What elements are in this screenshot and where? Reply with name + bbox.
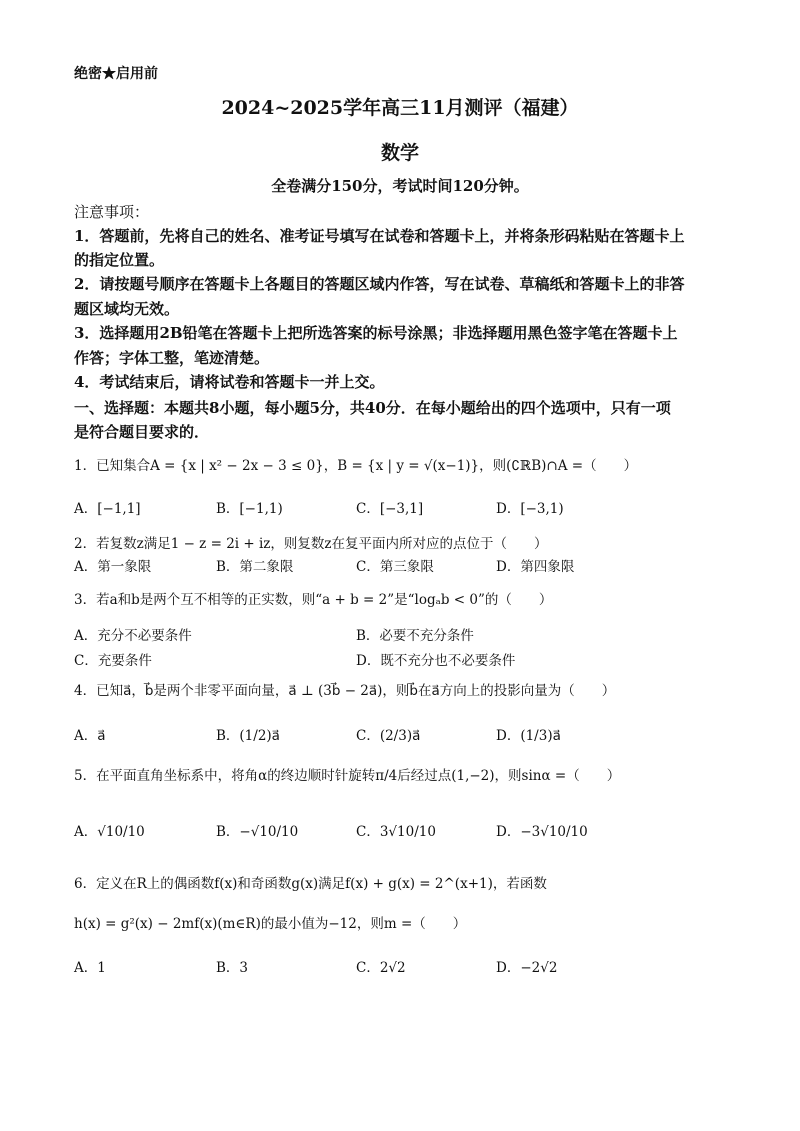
- question-1-stem: 1．已知集合A = {x | x² − 2x − 3 ≤ 0}，B = {x | y = √(x−1)}，则(∁ℝB)∩A =（ ）: [74, 458, 638, 474]
- question-4-option-b: B．(1/2)a⃗: [216, 728, 280, 744]
- note-3-line-1: 3．选择题用2B铅笔在答题卡上把所选答案的标号涂黑；非选择题用黑色签字笔在答题卡上: [74, 324, 678, 342]
- question-2-option-d: D．第四象限: [496, 559, 575, 575]
- question-1-option-a: A．[−1,1]: [74, 501, 141, 517]
- note-4: 4．考试结束后，请将试卷和答题卡一并上交。: [74, 373, 385, 391]
- question-3-option-a: A．充分不必要条件: [74, 628, 192, 644]
- question-6-stem-line-2: h(x) = g²(x) − 2mf(x)(m∈R)的最小值为−12，则m =（ ）: [74, 916, 467, 932]
- question-2-stem: 2．若复数z满足1 − z = 2i + iz，则复数z在复平面内所对应的点位于（ ）: [74, 536, 548, 552]
- question-2-option-c: C．第三象限: [356, 559, 434, 575]
- question-5-option-c: C．3√10/10: [356, 824, 436, 840]
- question-6-stem-line-1: 6．定义在R上的偶函数f(x)和奇函数g(x)满足f(x) + g(x) = 2^(x+1)，若函数: [74, 876, 547, 892]
- question-5-option-b: B．−√10/10: [216, 824, 299, 840]
- question-5-stem: 5．在平面直角坐标系中，将角α的终边顺时针旋转π/4后经过点(1,−2)，则sinα =（ ）: [74, 768, 621, 784]
- question-4-option-d: D．(1/3)a⃗: [496, 728, 561, 744]
- subject-title: 数学: [380, 142, 419, 164]
- question-4-option-c: C．(2/3)a⃗: [356, 728, 421, 744]
- question-5-option-d: D．−3√10/10: [496, 824, 588, 840]
- question-2-option-b: B．第二象限: [216, 559, 294, 575]
- question-6-option-b: B．3: [216, 960, 249, 976]
- note-1-line-1: 1．答题前，先将自己的姓名、准考证号填写在试卷和答题卡上，并将条形码粘贴在答题卡上: [74, 227, 685, 245]
- question-4-option-a: A．a⃗: [74, 728, 106, 744]
- notes-heading: 注意事项：: [74, 203, 150, 221]
- question-2-option-a: A．第一象限: [74, 559, 152, 575]
- question-6-option-c: C．2√2: [356, 960, 406, 976]
- note-2-line-1: 2．请按题号顺序在答题卡上各题目的答题区域内作答，写在试卷、草稿纸和答题卡上的非答: [74, 275, 685, 293]
- question-3-stem: 3．若a和b是两个互不相等的正实数，则“a + b = 2”是“logₐb < 0”的（ ）: [74, 592, 553, 608]
- question-1-option-c: C．[−3,1]: [356, 501, 424, 517]
- question-3-option-c: C．充要条件: [74, 653, 152, 669]
- question-3-option-b: B．必要不充分条件: [356, 628, 474, 644]
- question-1-option-b: B．[−1,1): [216, 501, 283, 517]
- question-6-option-d: D．−2√2: [496, 960, 558, 976]
- section-heading-line-1: 一、选择题：本题共8小题，每小题5分，共40分．在每小题给出的四个选项中，只有一项: [74, 399, 671, 417]
- exam-meta: 全卷满分150分，考试时间120分钟。: [271, 177, 529, 195]
- question-4-stem: 4．已知a⃗，b⃗是两个非零平面向量，a⃗ ⊥ (3b⃗ − 2a⃗)，则b⃗在a⃗方向上的投影向量为（ ）: [74, 683, 616, 699]
- note-2-line-2: 题区域均无效。: [74, 300, 180, 318]
- question-6-option-a: A．1: [74, 960, 106, 976]
- question-5-option-a: A．√10/10: [74, 824, 145, 840]
- note-1-line-2: 的指定位置。: [74, 251, 165, 269]
- confidential-mark: 绝密★启用前: [74, 66, 158, 82]
- note-3-line-2: 作答；字体工整，笔迹清楚。: [74, 349, 270, 367]
- question-1-option-d: D．[−3,1): [496, 501, 564, 517]
- section-heading-line-2: 是符合题目要求的．: [74, 423, 210, 441]
- exam-title: 2024~2025学年高三11月测评（福建）: [221, 97, 579, 119]
- question-3-option-d: D．既不充分也不必要条件: [356, 653, 516, 669]
